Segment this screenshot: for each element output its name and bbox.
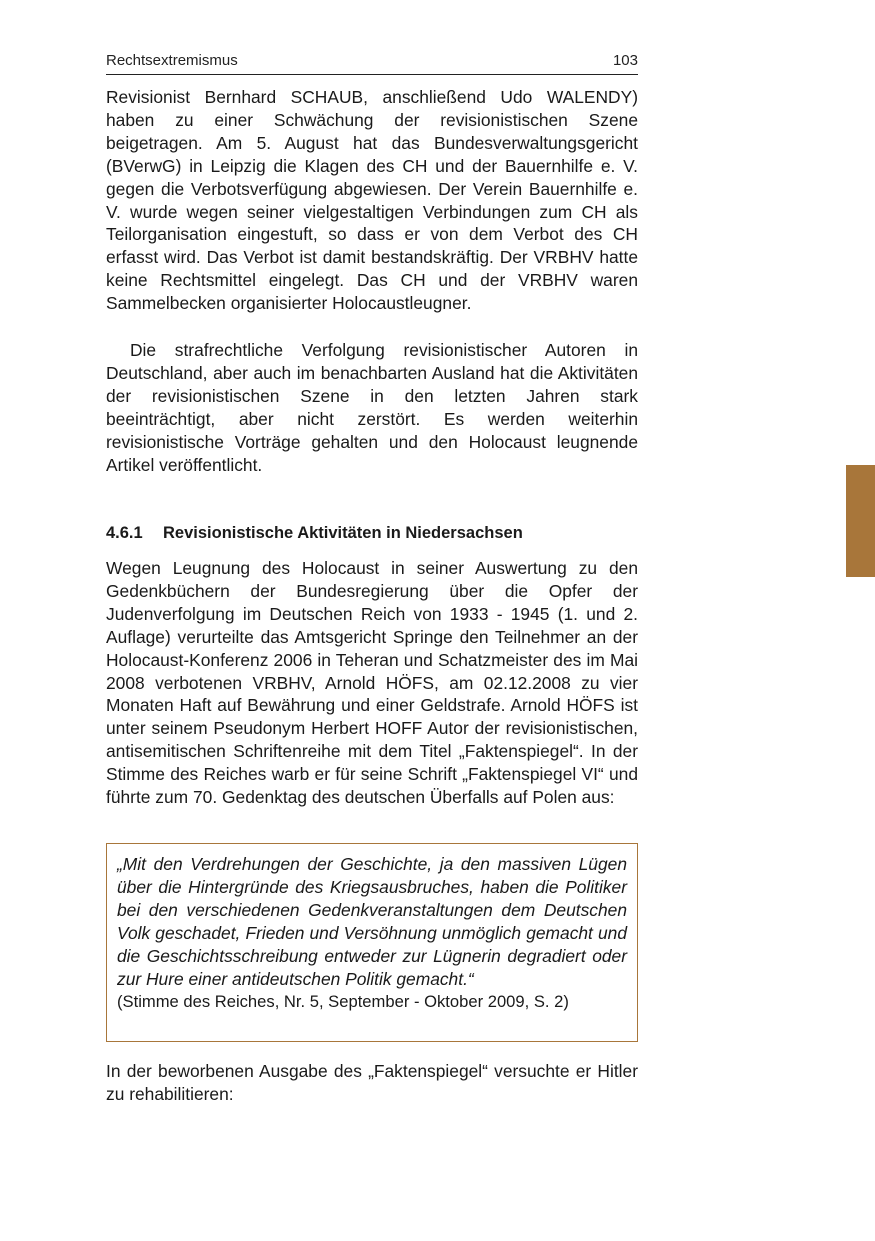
section-title: Revisionistische Aktivitäten in Niedersachsen bbox=[163, 524, 523, 542]
quote-text: „Mit den Verdrehungen der Geschichte, ja den massiven Lügen über die Hintergründe des Kriegsausbruches, haben die Politiker bei den verschiedenen Gedenkveranstaltungen dem Deutschen Volk geschadet, Frieden und Versöhnung unmöglich gemacht und die Geschichtsschreibung entweder zur Lügnerin degradiert oder zur Hure einer antideutschen Politik gemacht.“ bbox=[117, 854, 627, 989]
section-heading bbox=[106, 522, 638, 544]
running-header bbox=[106, 52, 638, 75]
quote-box bbox=[106, 843, 638, 1042]
quote-source: (Stimme des Reiches, Nr. 5, September - Oktober 2009, S. 2) bbox=[117, 992, 569, 1012]
paragraph-revisionist-ban: Revisionist Bernhard SCHAUB, anschließend Udo WALENDY) haben zu einer Schwächung der revisionistischen Szene beigetragen. Am 5. August hat das Bundesverwaltungsgericht (BVerwG) in Leipzig die Klagen des CH und der Bauernhilfe e. V. gegen die Verbotsverfügung abgewiesen. Der Verein Bauernhilfe e. V. wurde wegen seiner vielgestaltigen Verbindungen zum CH als Teilorganisation eingestuft, so dass er von dem Verbot des CH erfasst wird. Das Verbot ist damit bestandskräftig. Der VRBHV hatte keine Rechtsmittel eingelegt. Das CH und der VRBHV waren Sammelbecken organisierter Holocaustleugner. bbox=[106, 87, 638, 314]
running-header-title: Rechtsextremismus bbox=[106, 52, 238, 69]
paragraph-prosecution: Die strafrechtliche Verfolgung revisionistischer Autoren in Deutschland, aber auch im benachbarten Ausland hat die Aktivitäten der revisionistischen Szene in den letzten Jahren stark beeinträchtigt, aber nicht zerstört. Es werden weiterhin revisionistische Vorträge gehalten und den Holocaust leugnende Artikel veröffentlicht. bbox=[106, 340, 638, 475]
paragraph-hoefs-conviction: Wegen Leugnung des Holocaust in seiner Auswertung zu den Gedenkbüchern der Bundesregierung über die Opfer der Judenverfolgung im Deutschen Reich von 1933 - 1945 (1. und 2. Auflage) verurteilte das Amtsgericht Springe den Teilnehmer an der Holocaust-Konferenz 2006 in Teheran und Schatzmeister des im Mai 2008 verbotenen VRBHV, Arnold HÖFS, am 02.12.2008 zu vier Monaten Haft auf Bewährung und einer Geldstrafe. Arnold HÖFS ist unter seinem Pseudonym Herbert HOFF Autor der revisionistischen, antisemitischen Schriftenreihe mit dem Titel „Faktenspiegel“. In der Stimme des Reiches warb er für seine Schrift „Faktenspiegel VI“ und führte zum 70. Gedenktag des deutschen Überfalls auf Polen aus: bbox=[106, 558, 638, 808]
paragraph-faktenspiegel: In der beworbenen Ausgabe des „Faktenspiegel“ versuchte er Hitler zu rehabilitieren: bbox=[106, 1061, 638, 1104]
section-number: 4.6.1 bbox=[106, 524, 143, 542]
chapter-tab-marker bbox=[846, 465, 875, 577]
page-number: 103 bbox=[612, 52, 638, 69]
